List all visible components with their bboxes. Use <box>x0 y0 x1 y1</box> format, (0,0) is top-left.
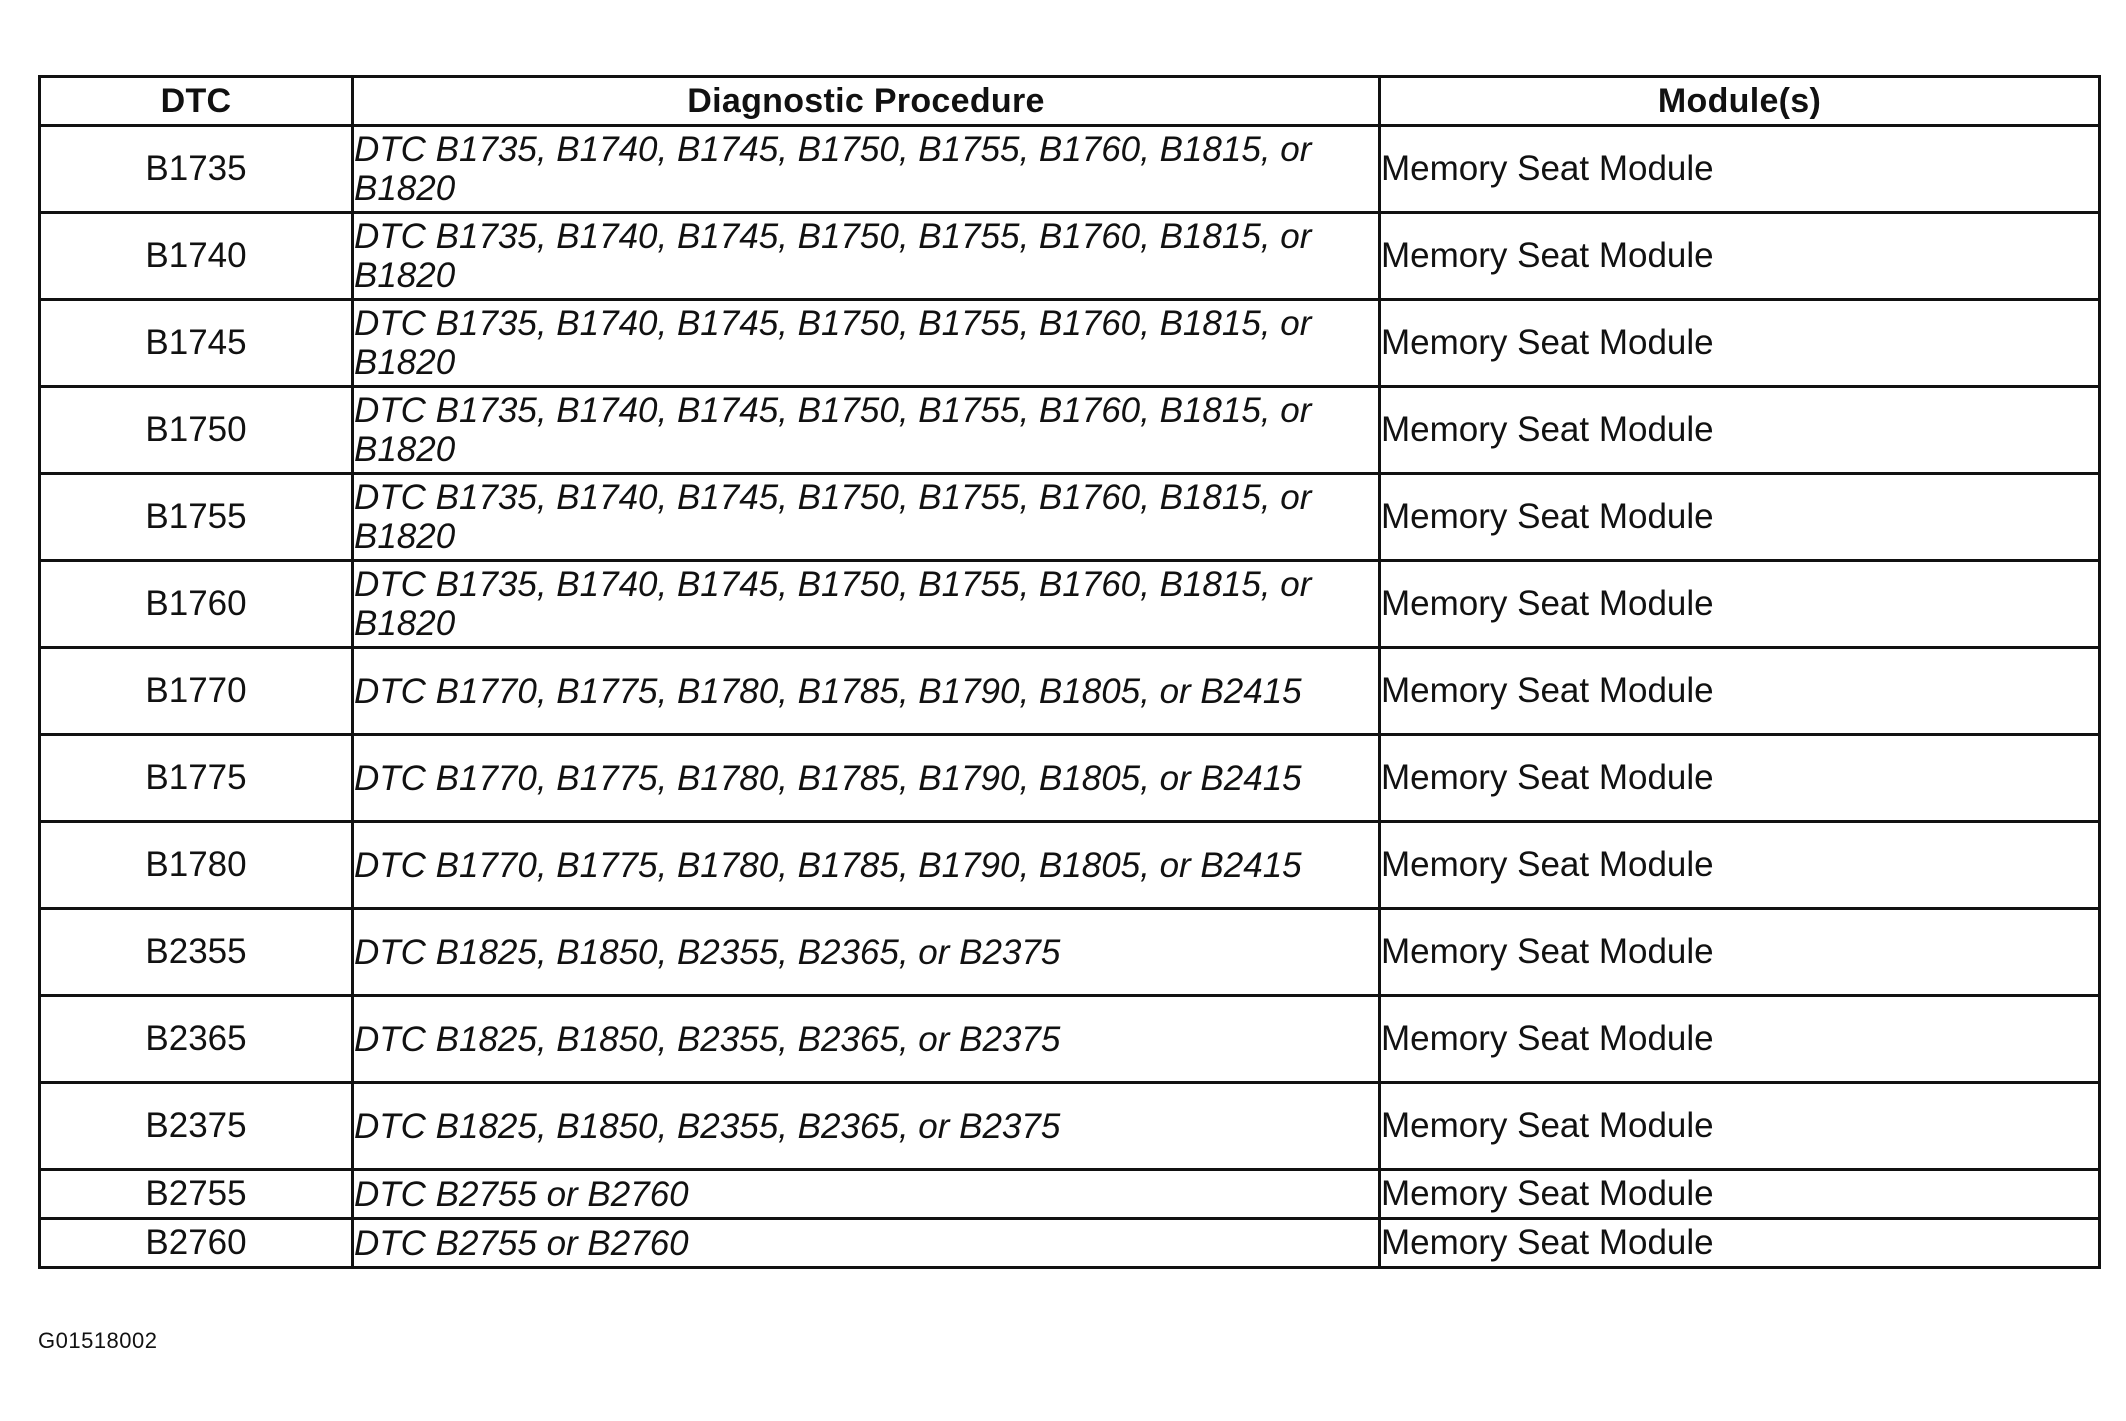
module-cell: Memory Seat Module <box>1380 474 2100 561</box>
dtc-code-cell: B1775 <box>40 735 353 822</box>
module-cell: Memory Seat Module <box>1380 648 2100 735</box>
module-cell: Memory Seat Module <box>1380 387 2100 474</box>
table-row <box>40 561 2100 648</box>
table-row <box>40 1170 2100 1219</box>
module-cell: Memory Seat Module <box>1380 561 2100 648</box>
diagnostic-procedure-cell: DTC B1770, B1775, B1780, B1785, B1790, B1805, or B2415 <box>353 822 1380 909</box>
table-row <box>40 474 2100 561</box>
diagnostic-procedure-cell: DTC B1735, B1740, B1745, B1750, B1755, B1760, B1815, or B1820 <box>353 561 1380 648</box>
diagnostic-procedure-cell: DTC B1825, B1850, B2355, B2365, or B2375 <box>353 909 1380 996</box>
table-body <box>40 126 2100 1268</box>
diagnostic-procedure-cell: DTC B1825, B1850, B2355, B2365, or B2375 <box>353 996 1380 1083</box>
module-cell: Memory Seat Module <box>1380 126 2100 213</box>
dtc-code-cell: B2760 <box>40 1219 353 1268</box>
header-row <box>40 77 2100 126</box>
dtc-code-cell: B2365 <box>40 996 353 1083</box>
dtc-code-cell: B1735 <box>40 126 353 213</box>
dtc-code-cell: B1770 <box>40 648 353 735</box>
header-dtc: DTC <box>40 77 353 126</box>
diagnostic-procedure-cell: DTC B1735, B1740, B1745, B1750, B1755, B1760, B1815, or B1820 <box>353 387 1380 474</box>
table-row <box>40 648 2100 735</box>
dtc-code-cell: B1740 <box>40 213 353 300</box>
module-cell: Memory Seat Module <box>1380 1170 2100 1219</box>
table-header <box>40 77 2100 126</box>
dtc-code-cell: B1780 <box>40 822 353 909</box>
module-cell: Memory Seat Module <box>1380 822 2100 909</box>
module-cell: Memory Seat Module <box>1380 996 2100 1083</box>
diagnostic-procedure-cell: DTC B1735, B1740, B1745, B1750, B1755, B1760, B1815, or B1820 <box>353 300 1380 387</box>
module-cell: Memory Seat Module <box>1380 300 2100 387</box>
module-cell: Memory Seat Module <box>1380 909 2100 996</box>
diagnostic-procedure-cell: DTC B2755 or B2760 <box>353 1219 1380 1268</box>
diagnostic-procedure-cell: DTC B1735, B1740, B1745, B1750, B1755, B1760, B1815, or B1820 <box>353 126 1380 213</box>
diagnostic-procedure-cell: DTC B1825, B1850, B2355, B2365, or B2375 <box>353 1083 1380 1170</box>
table-row <box>40 996 2100 1083</box>
diagnostic-procedure-cell: DTC B2755 or B2760 <box>353 1170 1380 1219</box>
diagnostic-procedure-cell: DTC B1735, B1740, B1745, B1750, B1755, B1760, B1815, or B1820 <box>353 474 1380 561</box>
dtc-code-cell: B2355 <box>40 909 353 996</box>
module-cell: Memory Seat Module <box>1380 1219 2100 1268</box>
dtc-code-cell: B1760 <box>40 561 353 648</box>
figure-id: G01518002 <box>38 1328 158 1353</box>
dtc-code-cell: B2375 <box>40 1083 353 1170</box>
table-row <box>40 909 2100 996</box>
dtc-code-cell: B1750 <box>40 387 353 474</box>
dtc-table <box>38 75 2101 1269</box>
dtc-document <box>38 75 2098 1269</box>
module-cell: Memory Seat Module <box>1380 735 2100 822</box>
header-diagnostic-procedure: Diagnostic Procedure <box>353 77 1380 126</box>
table-row <box>40 387 2100 474</box>
table-row <box>40 300 2100 387</box>
dtc-code-cell: B1745 <box>40 300 353 387</box>
module-cell: Memory Seat Module <box>1380 213 2100 300</box>
dtc-code-cell: B2755 <box>40 1170 353 1219</box>
table-row <box>40 822 2100 909</box>
table-row <box>40 735 2100 822</box>
table-row <box>40 126 2100 213</box>
table-row <box>40 213 2100 300</box>
table-row <box>40 1083 2100 1170</box>
diagnostic-procedure-cell: DTC B1735, B1740, B1745, B1750, B1755, B1760, B1815, or B1820 <box>353 213 1380 300</box>
table-row <box>40 1219 2100 1268</box>
header-modules: Module(s) <box>1380 77 2100 126</box>
module-cell: Memory Seat Module <box>1380 1083 2100 1170</box>
dtc-code-cell: B1755 <box>40 474 353 561</box>
diagnostic-procedure-cell: DTC B1770, B1775, B1780, B1785, B1790, B1805, or B2415 <box>353 648 1380 735</box>
diagnostic-procedure-cell: DTC B1770, B1775, B1780, B1785, B1790, B1805, or B2415 <box>353 735 1380 822</box>
